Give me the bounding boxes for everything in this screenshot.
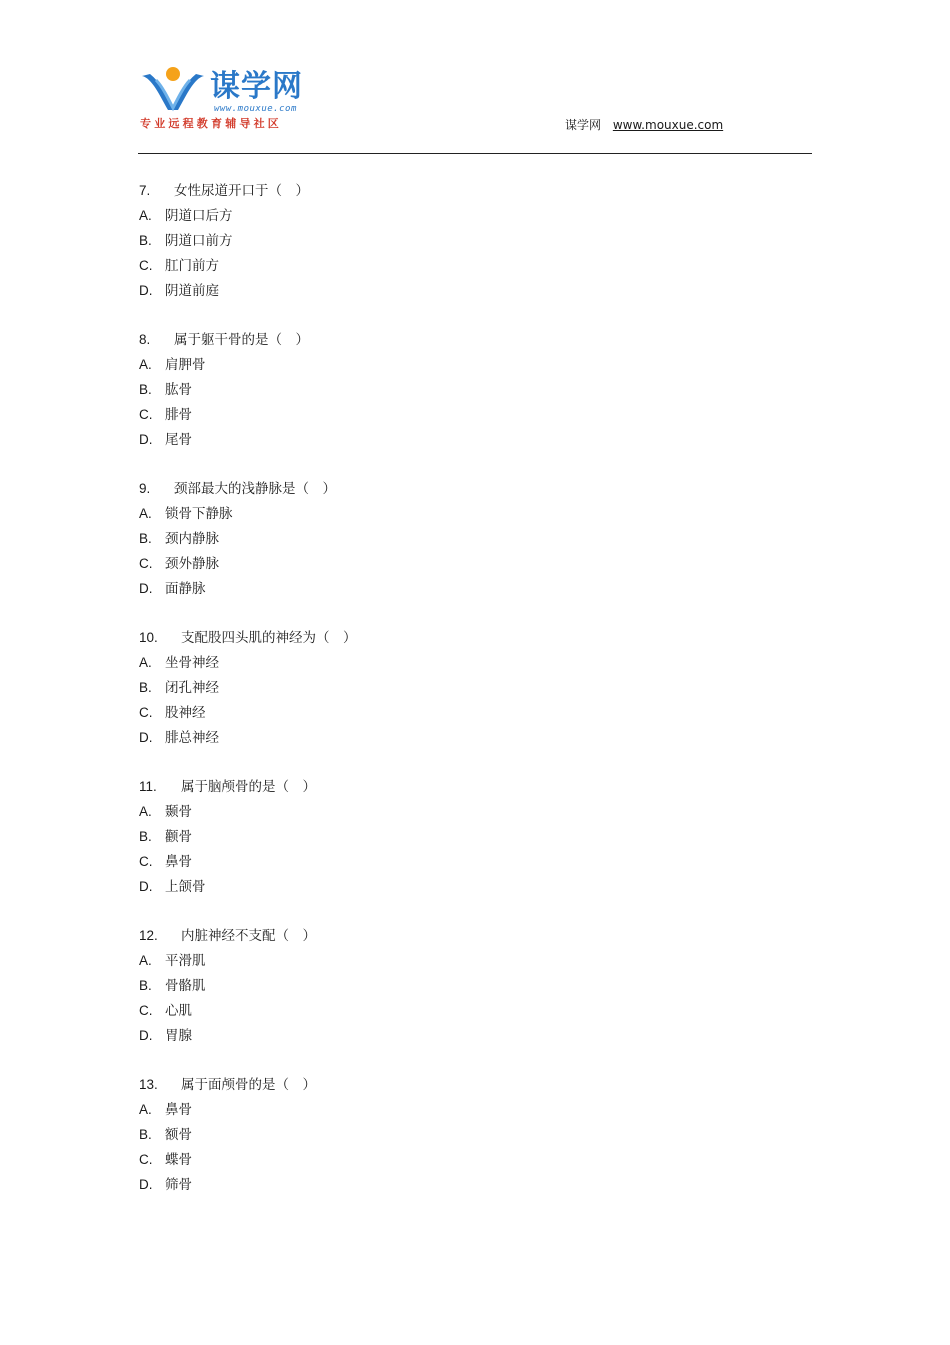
question-stem (139, 923, 799, 948)
option-text: 阴道口后方 (165, 208, 233, 224)
option-text: 阴道前庭 (165, 283, 219, 299)
answer-option (139, 526, 799, 551)
question-number: 8. (139, 332, 151, 347)
option-letter: B. (139, 1127, 152, 1142)
question-item (139, 476, 799, 601)
answer-option (139, 650, 799, 675)
logo-url: www.mouxue.com (214, 104, 297, 114)
answer-option (139, 278, 799, 303)
answer-option (139, 228, 799, 253)
question-text: 内脏神经不支配（ ） (181, 928, 316, 944)
question-number: 10. (139, 630, 158, 645)
answer-option (139, 203, 799, 228)
question-stem (139, 1072, 799, 1097)
option-letter: D. (139, 1028, 153, 1043)
option-letter: C. (139, 556, 153, 571)
question-stem (139, 625, 799, 650)
answer-option (139, 849, 799, 874)
question-number: 13. (139, 1077, 158, 1092)
option-letter: D. (139, 1177, 153, 1192)
question-number: 9. (139, 481, 151, 496)
answer-option (139, 874, 799, 899)
option-letter: A. (139, 655, 152, 670)
answer-option (139, 253, 799, 278)
question-number: 12. (139, 928, 158, 943)
option-text: 筛骨 (165, 1177, 192, 1193)
answer-option (139, 1172, 799, 1197)
answer-option (139, 973, 799, 998)
question-item (139, 923, 799, 1048)
answer-option (139, 700, 799, 725)
question-list (139, 178, 799, 1221)
question-number: 11. (139, 779, 157, 794)
answer-option (139, 1023, 799, 1048)
question-item (139, 625, 799, 750)
question-text: 支配股四头肌的神经为（ ） (181, 630, 357, 646)
question-text: 属于脑颅骨的是（ ） (181, 779, 316, 795)
question-item (139, 774, 799, 899)
option-text: 锁骨下静脉 (165, 506, 233, 522)
option-text: 心肌 (165, 1003, 192, 1019)
option-letter: D. (139, 879, 153, 894)
option-text: 坐骨神经 (165, 655, 219, 671)
option-letter: B. (139, 531, 152, 546)
answer-option (139, 725, 799, 750)
option-text: 面静脉 (165, 581, 206, 597)
logo-mark-icon (138, 66, 208, 116)
option-letter: C. (139, 705, 153, 720)
question-stem (139, 327, 799, 352)
option-text: 蝶骨 (165, 1152, 192, 1168)
question-text: 属于躯干骨的是（ ） (174, 332, 309, 348)
option-text: 额骨 (165, 1127, 192, 1143)
option-letter: D. (139, 432, 153, 447)
page-header (0, 0, 950, 160)
option-text: 颈内静脉 (165, 531, 219, 547)
header-divider (138, 153, 812, 154)
header-site-link[interactable]: www.mouxue.com (612, 118, 724, 132)
logo-slogan: 专业远程教育辅导社区 (140, 117, 282, 130)
answer-option (139, 1147, 799, 1172)
option-text: 胃腺 (165, 1028, 192, 1044)
option-letter: C. (139, 1003, 153, 1018)
option-letter: D. (139, 283, 153, 298)
option-text: 肱骨 (165, 382, 192, 398)
option-letter: A. (139, 357, 152, 372)
answer-option (139, 402, 799, 427)
header-site-reference (565, 117, 723, 133)
option-text: 骨骼肌 (165, 978, 206, 994)
option-letter: B. (139, 829, 152, 844)
answer-option (139, 1122, 799, 1147)
option-text: 肩胛骨 (165, 357, 206, 373)
answer-option (139, 352, 799, 377)
option-letter: A. (139, 804, 152, 819)
option-text: 股神经 (165, 705, 206, 721)
option-letter: A. (139, 208, 152, 223)
option-letter: B. (139, 680, 152, 695)
question-item (139, 178, 799, 303)
answer-option (139, 576, 799, 601)
question-item (139, 1072, 799, 1197)
option-text: 闭孔神经 (165, 680, 219, 696)
site-logo (138, 66, 328, 136)
option-letter: A. (139, 506, 152, 521)
question-text: 女性尿道开口于（ ） (174, 183, 309, 199)
question-stem (139, 178, 799, 203)
option-letter: B. (139, 978, 152, 993)
header-site-name: 谋学网 (565, 118, 602, 132)
answer-option (139, 551, 799, 576)
option-text: 鼻骨 (165, 1102, 192, 1118)
option-text: 颈外静脉 (165, 556, 219, 572)
answer-option (139, 948, 799, 973)
option-letter: C. (139, 854, 153, 869)
option-text: 平滑肌 (165, 953, 206, 969)
question-text: 属于面颅骨的是（ ） (181, 1077, 316, 1093)
answer-option (139, 377, 799, 402)
option-letter: B. (139, 233, 152, 248)
answer-option (139, 675, 799, 700)
option-text: 颞骨 (165, 804, 192, 820)
option-letter: A. (139, 953, 152, 968)
option-text: 尾骨 (165, 432, 192, 448)
answer-option (139, 1097, 799, 1122)
option-letter: D. (139, 581, 153, 596)
option-letter: D. (139, 730, 153, 745)
option-text: 肛门前方 (165, 258, 219, 274)
question-text: 颈部最大的浅静脉是（ ） (174, 481, 336, 497)
question-number: 7. (139, 183, 151, 198)
answer-option (139, 501, 799, 526)
question-stem (139, 774, 799, 799)
option-letter: C. (139, 407, 153, 422)
option-letter: A. (139, 1102, 152, 1117)
option-text: 腓骨 (165, 407, 192, 423)
question-stem (139, 476, 799, 501)
option-text: 腓总神经 (165, 730, 219, 746)
option-letter: C. (139, 1152, 153, 1167)
option-text: 颧骨 (165, 829, 192, 845)
answer-option (139, 824, 799, 849)
option-text: 鼻骨 (165, 854, 192, 870)
answer-option (139, 799, 799, 824)
answer-option (139, 427, 799, 452)
option-letter: B. (139, 382, 152, 397)
option-text: 上颌骨 (165, 879, 206, 895)
question-item (139, 327, 799, 452)
answer-option (139, 998, 799, 1023)
option-letter: C. (139, 258, 153, 273)
option-text: 阴道口前方 (165, 233, 233, 249)
logo-title: 谋学网 (210, 69, 303, 104)
